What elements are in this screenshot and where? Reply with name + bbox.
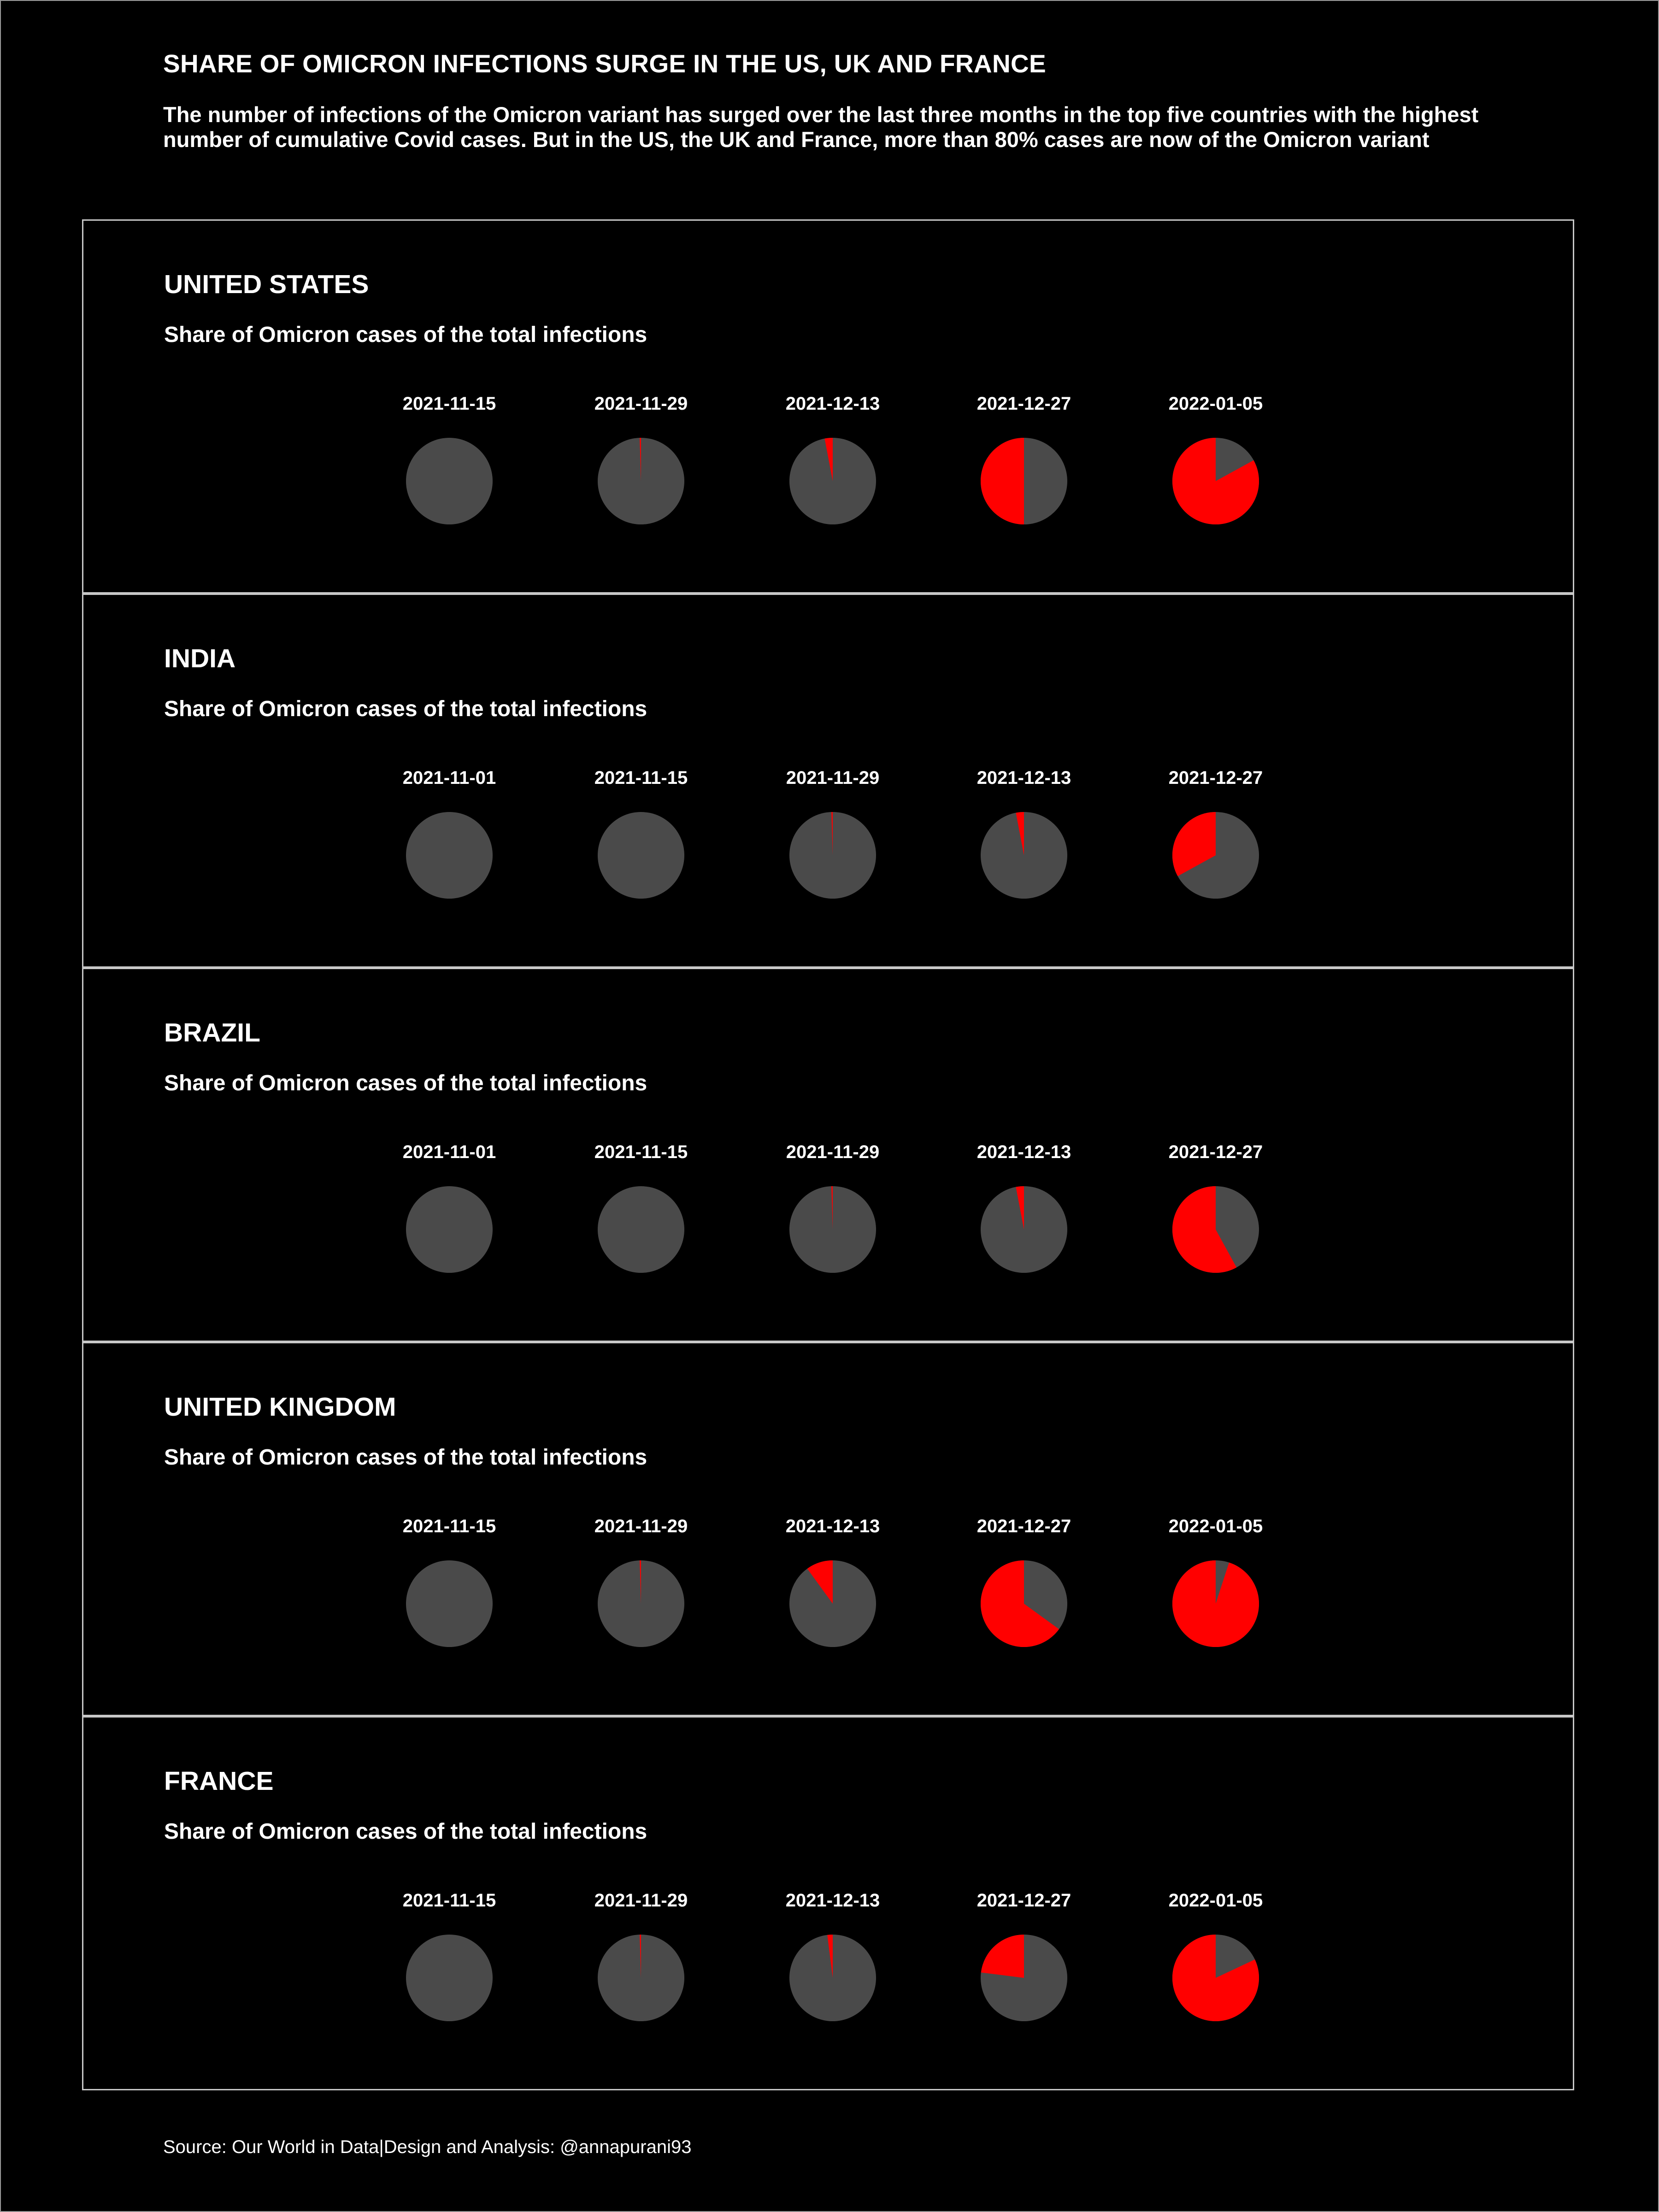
pie-date-label: 2021-11-15 <box>402 394 496 414</box>
pie-date-label: 2021-11-15 <box>594 1142 688 1162</box>
pie-row <box>83 1343 1573 1715</box>
pie-date-label: 2021-12-27 <box>977 1890 1071 1911</box>
pie-row <box>83 221 1573 592</box>
pie-date-label: 2021-11-01 <box>402 768 496 788</box>
pie-chart <box>1169 1890 1263 2021</box>
pie-date-label: 2021-11-29 <box>594 1516 688 1536</box>
pie-date-label: 2021-11-15 <box>402 1516 496 1536</box>
pie-date-label: 2021-12-13 <box>977 1142 1071 1162</box>
pie-date-label: 2021-11-29 <box>594 1890 688 1911</box>
pie-row <box>83 595 1573 966</box>
country-panel <box>82 1716 1574 2090</box>
pie-chart <box>403 768 496 899</box>
pie-slice-other <box>598 812 684 899</box>
chart-title: SHARE OF OMICRON INFECTIONS SURGE IN THE US, UK AND FRANCE <box>163 49 1046 78</box>
pie-slice-omicron <box>981 1935 1024 1978</box>
country-title: UNITED KINGDOM <box>164 1392 396 1422</box>
pie-date-label: 2021-12-13 <box>785 1516 880 1536</box>
pie-chart <box>594 1516 688 1647</box>
pie-chart <box>977 1142 1071 1273</box>
panel-subtitle: Share of Omicron cases of the total infections <box>164 697 647 721</box>
pie-chart <box>977 768 1071 899</box>
source-credit: Source: Our World in Data|Design and Analysis: @annapurani93 <box>163 2137 692 2157</box>
country-title: FRANCE <box>164 1766 274 1796</box>
panel-subtitle: Share of Omicron cases of the total infections <box>164 1819 647 1844</box>
pie-chart <box>1169 394 1263 524</box>
pie-date-label: 2021-11-29 <box>594 394 688 414</box>
pie-date-label: 2021-12-13 <box>977 768 1071 788</box>
pie-chart <box>977 394 1071 524</box>
pie-chart <box>1169 768 1263 899</box>
pie-date-label: 2021-12-13 <box>785 1890 880 1911</box>
pie-chart <box>977 1516 1071 1647</box>
chart-subtitle: The number of infections of the Omicron variant has surged over the last three months in the top five countries with the highest number of cumulative Covid cases. But in the US, the UK and France, more than 80% cases are now of the Omicron variant <box>163 102 1479 152</box>
pie-chart <box>403 1142 496 1273</box>
pie-date-label: 2021-11-01 <box>402 1142 496 1162</box>
pie-chart <box>786 768 879 899</box>
country-title: INDIA <box>164 644 236 673</box>
pie-date-label: 2021-12-13 <box>785 394 880 414</box>
pie-chart <box>403 1890 496 2021</box>
pie-date-label: 2022-01-05 <box>1168 1516 1263 1536</box>
panel-subtitle: Share of Omicron cases of the total infections <box>164 323 647 347</box>
panel-subtitle: Share of Omicron cases of the total infections <box>164 1445 647 1470</box>
pie-date-label: 2021-12-27 <box>1168 1142 1263 1162</box>
pie-date-label: 2021-11-29 <box>786 768 880 788</box>
pie-chart <box>786 1890 880 2021</box>
pie-slice-omicron <box>1172 1560 1259 1647</box>
country-panel <box>82 1342 1574 1716</box>
pie-date-label: 2021-11-29 <box>786 1142 880 1162</box>
pie-date-label: 2021-12-27 <box>977 394 1071 414</box>
pie-chart <box>594 1890 688 2021</box>
pie-date-label: 2021-12-27 <box>1168 768 1263 788</box>
pie-slice-other <box>406 1935 493 2021</box>
pie-date-label: 2021-12-27 <box>977 1516 1071 1536</box>
pie-chart <box>594 1142 688 1273</box>
pie-row <box>83 969 1573 1341</box>
pie-slice-other <box>598 1186 684 1273</box>
country-panel <box>82 968 1574 1342</box>
country-title: BRAZIL <box>164 1018 260 1047</box>
pie-chart <box>786 1142 879 1273</box>
country-panel <box>82 219 1574 594</box>
pie-chart <box>786 394 880 524</box>
pie-date-label: 2022-01-05 <box>1168 1890 1263 1911</box>
pie-chart <box>594 768 688 899</box>
pie-chart <box>594 394 688 524</box>
pie-chart <box>403 1516 496 1647</box>
pie-slice-other <box>406 812 493 899</box>
country-panel <box>82 594 1574 968</box>
pie-date-label: 2022-01-05 <box>1168 394 1263 414</box>
country-title: UNITED STATES <box>164 270 369 299</box>
pie-date-label: 2021-11-15 <box>594 768 688 788</box>
pie-slice-other <box>406 1560 493 1647</box>
pie-slice-omicron <box>981 438 1024 524</box>
pie-chart <box>786 1516 880 1647</box>
pie-chart <box>977 1890 1071 2021</box>
panel-subtitle: Share of Omicron cases of the total infections <box>164 1071 647 1095</box>
pie-slice-other <box>406 1186 493 1273</box>
pie-date-label: 2021-11-15 <box>402 1890 496 1911</box>
pie-chart <box>403 394 496 524</box>
pie-chart <box>1169 1142 1263 1273</box>
pie-row <box>83 1718 1573 2089</box>
pie-chart <box>1169 1516 1263 1647</box>
pie-slice-other <box>406 438 493 524</box>
